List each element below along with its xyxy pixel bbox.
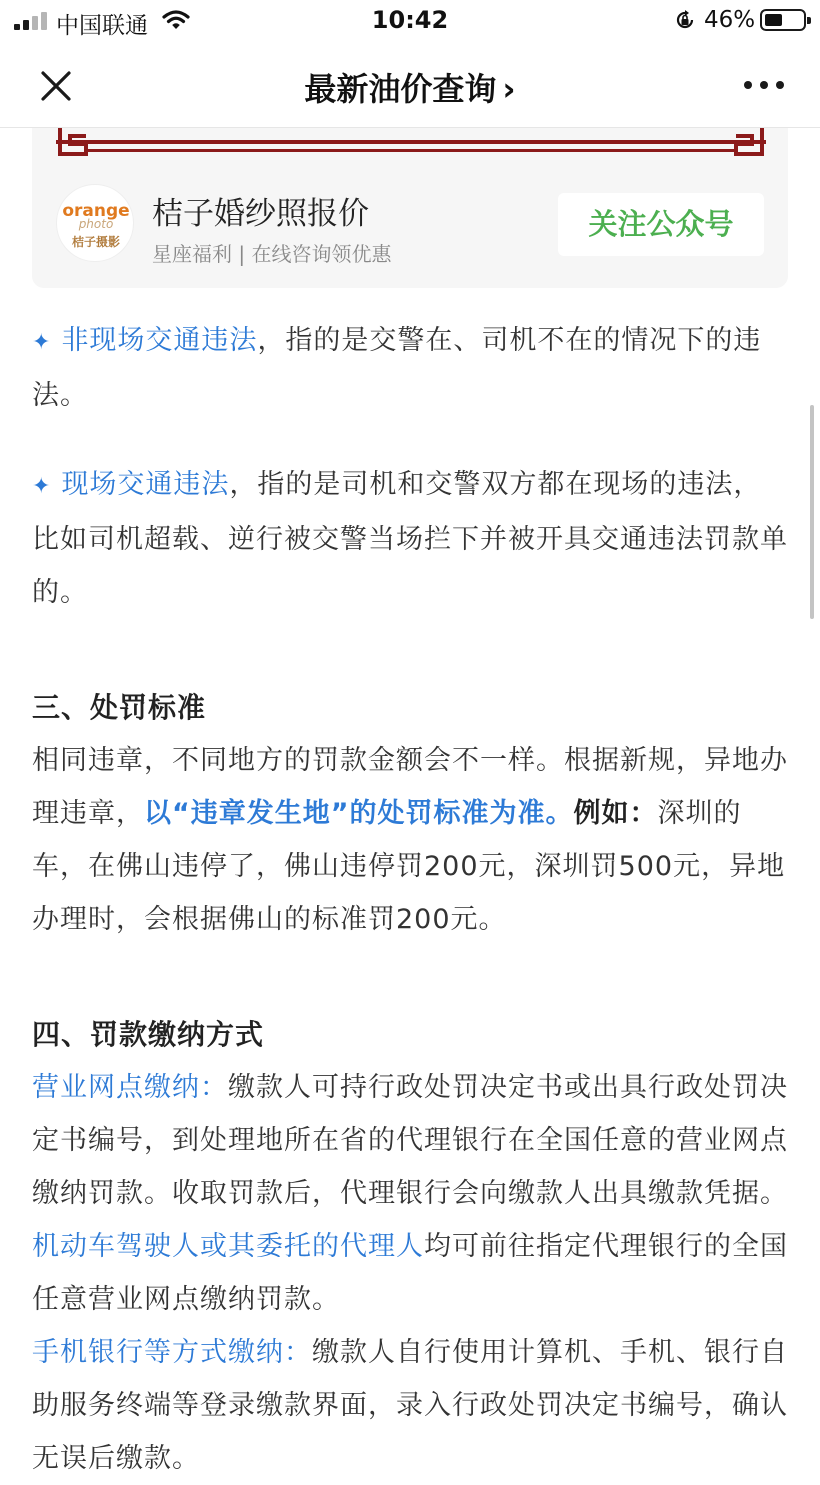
sparkle-icon: ✦ (32, 330, 52, 355)
section-heading-payment: 四、罚款缴纳方式 (32, 1018, 265, 1051)
paragraph-text: ，指的是司机和交警双方都在现场的违法，比如司机超载、逆行被交警当场拦下并被开具交通违法罚款单的。 (32, 469, 788, 608)
paragraph-text: 缴款人可持行政处罚决定书或出具行政处罚决定书编号，到处理地所在省的代理银行在全国任意的营业网点缴纳罚款。收取罚款后，代理银行会向缴款人出具缴款凭据。 (32, 1072, 788, 1209)
section-heading-penalty: 三、处罚标准 (32, 691, 207, 724)
paragraph-text: 均可前往指定代理银行的全国任意营业网点缴纳罚款。 (32, 1231, 788, 1315)
label-branch-payment: 营业网点缴纳： (32, 1072, 228, 1103)
paragraph-offsite-violation (32, 314, 788, 422)
ad-subtitle: 星座福利 | 在线咨询领优惠 (152, 242, 392, 266)
logo-text-photo: photo (78, 217, 114, 231)
highlight-text: 以“违章发生地”的处罚标准为准。 (144, 798, 574, 829)
ornament-border (56, 128, 766, 158)
paragraph-penalty-standard (32, 734, 788, 946)
paragraph-driver-agent (32, 1220, 788, 1326)
logo-text-orange: orange (62, 201, 130, 221)
paragraph-text: 深圳的车，在佛山违停了，佛山违停罚200元，深圳罚500元，异地办理时，会根据佛山的标准罚200元。 (32, 798, 786, 935)
page-title[interactable] (0, 64, 820, 110)
carrier-name: 中国联通 (56, 13, 148, 39)
article-body (32, 314, 788, 1485)
scrollbar[interactable] (810, 405, 814, 619)
battery-icon (760, 9, 806, 31)
more-icon[interactable] (744, 78, 786, 92)
example-label: 例如： (573, 798, 658, 829)
paragraph-text: ，指的是交警在、司机不在的情况下的违法。 (32, 325, 762, 411)
term-onsite-violation: 现场交通违法 (61, 469, 230, 500)
status-bar (0, 0, 820, 44)
ad-account-name: 桔子婚纱照报价 (152, 196, 369, 232)
label-driver-agent: 机动车驾驶人或其委托的代理人 (32, 1231, 424, 1262)
ad-logo (56, 184, 134, 262)
paragraph-text: 缴款人自行使用计算机、手机、银行自助服务终端等登录缴款界面，录入行政处罚决定书编号，确认无误后缴款。 (32, 1337, 788, 1474)
chevron-right-icon: › (502, 70, 516, 108)
paragraph-text: 相同违章，不同地方的罚款金额会不一样。根据新规，异地办理违章， (32, 745, 788, 829)
rotation-lock-icon (674, 9, 696, 31)
sparkle-icon: ✦ (32, 474, 52, 499)
nav-bar (0, 44, 820, 128)
paragraph-branch-payment (32, 1061, 788, 1220)
logo-text-brand: 桔子摄影 (71, 235, 120, 249)
label-mobile-payment: 手机银行等方式缴纳： (32, 1337, 312, 1368)
battery-percent: 46% (704, 7, 756, 33)
paragraph-onsite-violation (32, 458, 788, 619)
clock: 10:42 (371, 6, 449, 34)
paragraph-mobile-payment (32, 1326, 788, 1485)
page-title-text: 最新油价查询 (304, 70, 497, 108)
term-offsite-violation: 非现场交通违法 (61, 325, 258, 356)
follow-account-button[interactable]: 关注公众号 (558, 193, 764, 256)
